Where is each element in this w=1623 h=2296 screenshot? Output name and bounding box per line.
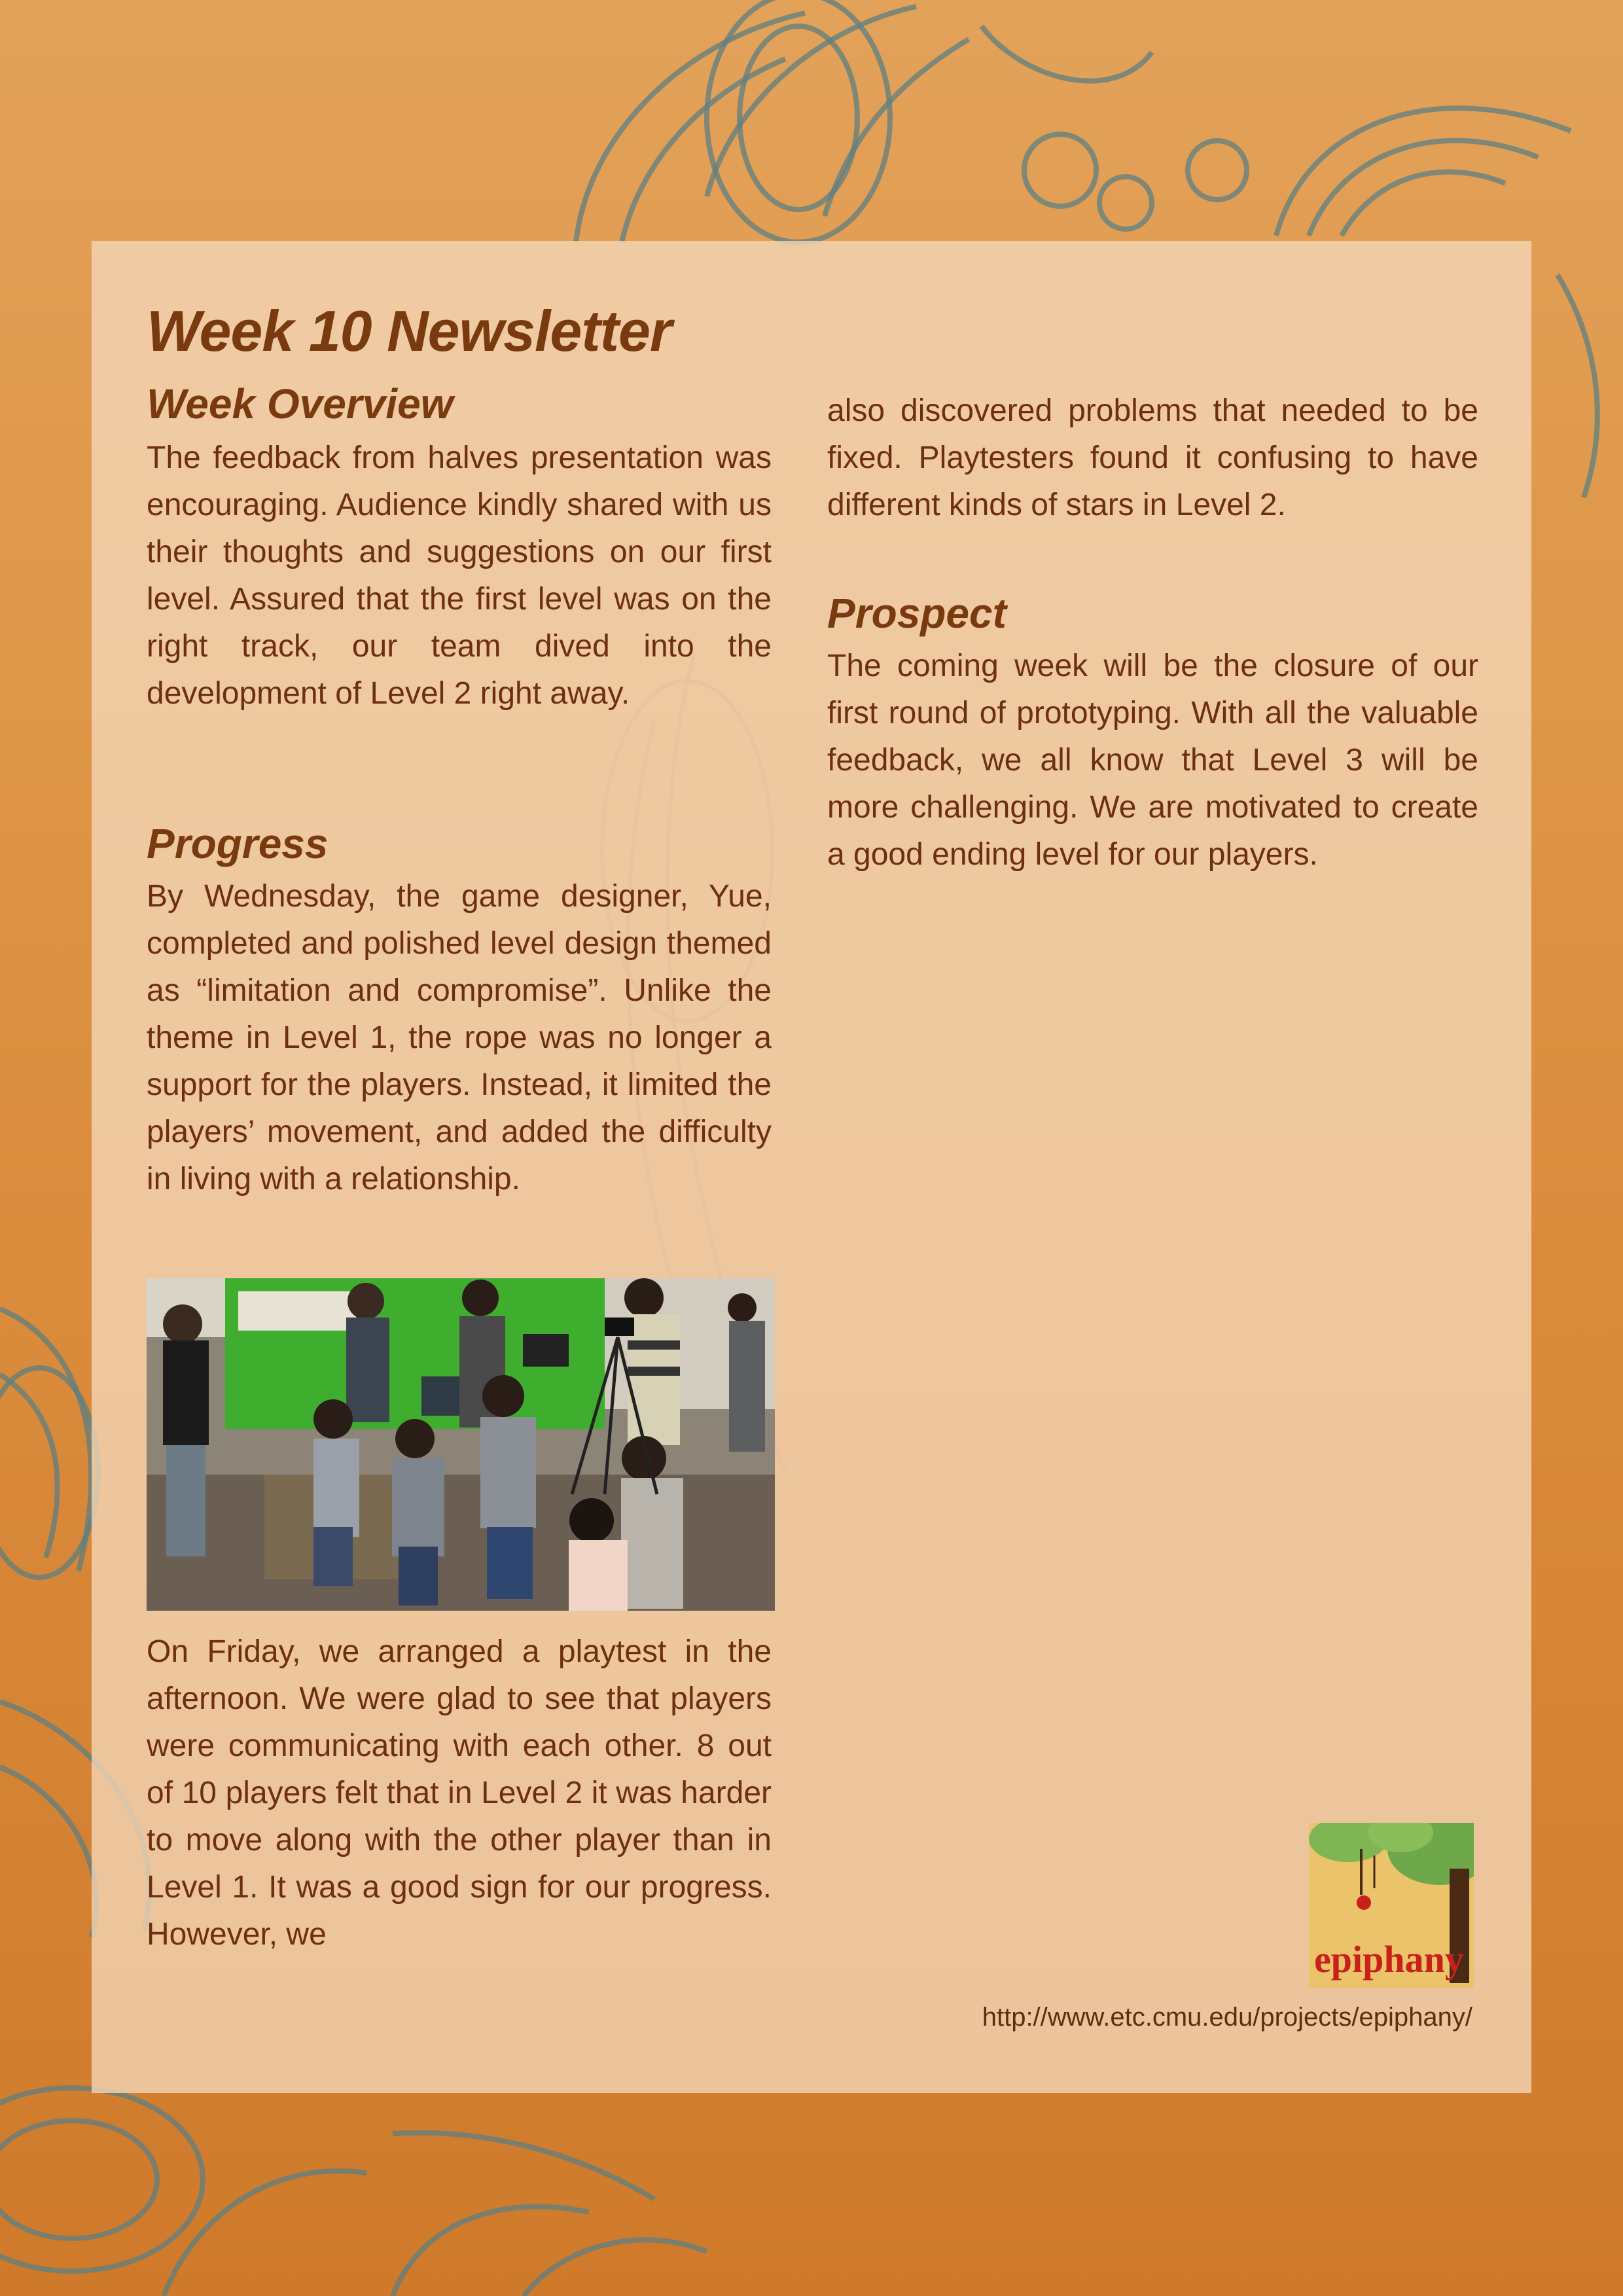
progress-paragraph-1: By Wednesday, the game designer, Yue, completed and polished level design themed as “limitation and compromise”. Unlike the theme in Level 1, the rope was no longer a support for the players. Instead, it limited the players’ movement, and added the difficulty in living with a relationship. [147, 879, 772, 1196]
week-overview-paragraph: The feedback from halves presentation was encouraging. Audience kindly shared with us their thoughts and suggestions on our first level. Assured that the first level was on the right track, our team dived into the development of Level 2 right away. [147, 440, 772, 711]
newsletter-title: Week 10 Newsletter [147, 298, 672, 363]
prospect-heading: Prospect [827, 590, 1007, 637]
progress-heading: Progress [147, 820, 329, 867]
epiphany-logo [1309, 1823, 1474, 1988]
prospect-paragraph: The coming week will be the closure of our first round of prototyping. With all the valuable feedback, we all know that Level 3 will be more challenging. We are motivated to create a good ending level for our players. [827, 649, 1478, 872]
progress-paragraph-2: On Friday, we arranged a playtest in the afternoon. We were glad to see that players were communicating with each other. 8 out of 10 players felt that in Level 2 it was harder to move along with the other player than in Level 1. It was a good sign for our progress. However, we [147, 1634, 772, 1952]
logo-wordmark: epiphany [1314, 1938, 1464, 1981]
playtest-photo [147, 1278, 775, 1611]
project-url[interactable]: http://www.etc.cmu.edu/projects/epiphany/ [982, 2003, 1472, 2032]
week-overview-heading: Week Overview [147, 380, 454, 427]
progress-paragraph-2-continued: also discovered problems that needed to be fixed. Playtesters found it confusing to have different kinds of stars in Level 2. [827, 393, 1478, 522]
